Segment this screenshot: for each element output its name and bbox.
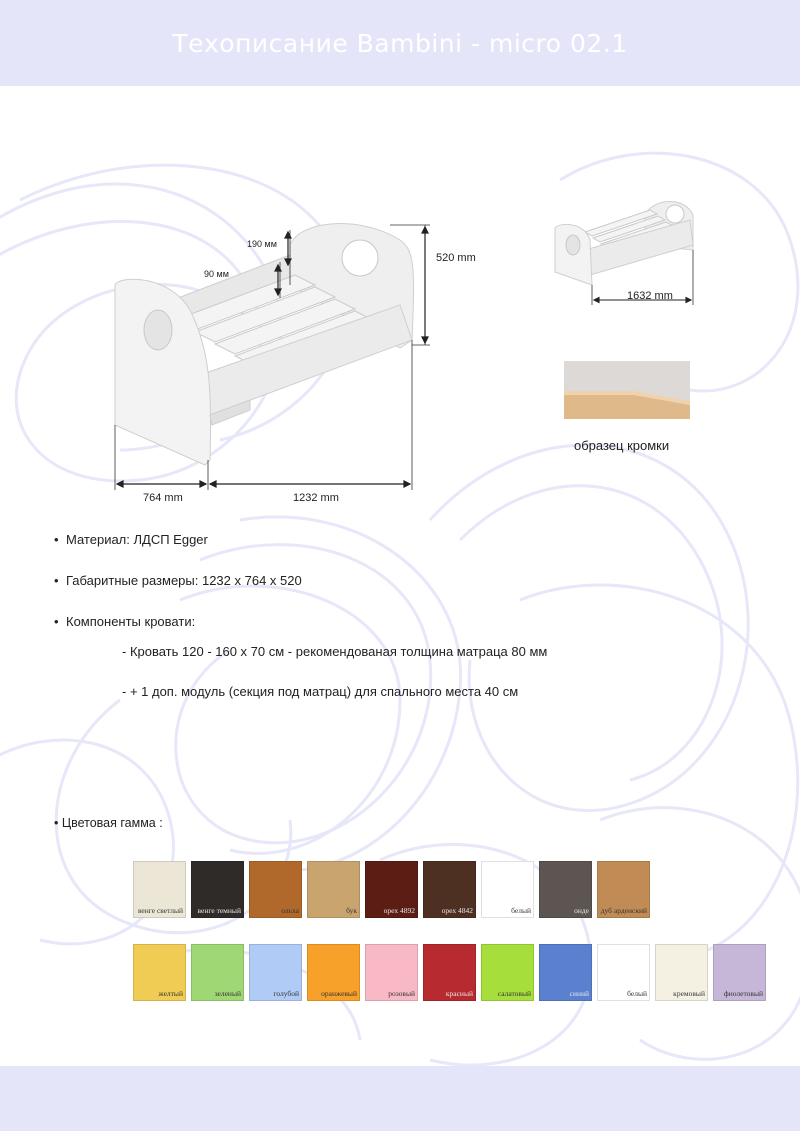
- swatch-label: салатовый: [497, 989, 531, 998]
- swatch-color[interactable]: [713, 944, 766, 1001]
- spec-components: • Компоненты кровати:: [54, 614, 196, 629]
- swatch-wood[interactable]: [249, 861, 302, 918]
- swatch-wood[interactable]: [133, 861, 186, 918]
- swatch-label: зеленый: [214, 989, 241, 998]
- swatch-color[interactable]: [597, 944, 650, 1001]
- swatch-color[interactable]: [655, 944, 708, 1001]
- swatch-label: онде: [574, 906, 589, 915]
- page-title: Техописание Bambini - micro 02.1: [172, 28, 628, 58]
- bed-extended-drawing: [545, 190, 715, 315]
- dim-total-height: 520 mm: [436, 252, 476, 264]
- swatch-wood[interactable]: [365, 861, 418, 918]
- swatch-color[interactable]: [481, 944, 534, 1001]
- swatch-color[interactable]: [133, 944, 186, 1001]
- spec-material-text: Материал: ЛДСП Egger: [66, 532, 208, 547]
- swatch-label: бук: [346, 906, 357, 915]
- spec-component-1: - Кровать 120 - 160 x 70 см - рекомендованая толщина матраца 80 мм: [122, 644, 548, 659]
- swatch-label: белый: [511, 906, 531, 915]
- dim-length: 1232 mm: [293, 492, 339, 504]
- swatch-label: дуб арденский: [600, 906, 647, 915]
- footer-band: [0, 1066, 800, 1131]
- spec-dimensions: • Габаритные размеры: 1232 x 764 x 520: [54, 573, 302, 588]
- dim-extended-length: 1632 mm: [627, 290, 673, 302]
- spec-components-title: Компоненты кровати:: [66, 614, 196, 629]
- swatch-wood[interactable]: [191, 861, 244, 918]
- swatch-label: белый: [627, 989, 647, 998]
- spec-dimensions-text: Габаритные размеры: 1232 x 764 x 520: [66, 573, 302, 588]
- swatch-color[interactable]: [249, 944, 302, 1001]
- dim-side-height: 90 мм: [204, 269, 229, 279]
- swatch-wood[interactable]: [307, 861, 360, 918]
- edge-sample-image: [564, 361, 690, 419]
- swatch-color[interactable]: [307, 944, 360, 1001]
- swatch-label: ольха: [281, 906, 299, 915]
- swatch-color[interactable]: [539, 944, 592, 1001]
- swatch-label: розовый: [388, 989, 415, 998]
- dim-head-height: 190 мм: [247, 239, 277, 249]
- swatch-label: фиолетовый: [723, 989, 763, 998]
- swatch-label: венге светлый: [137, 906, 183, 915]
- swatch-label: кремовый: [673, 989, 705, 998]
- spec-component-2: - + 1 доп. модуль (секция под матрац) для спального места 40 см: [122, 684, 519, 699]
- edge-sample-caption: образец кромки: [574, 438, 670, 453]
- swatch-color[interactable]: [365, 944, 418, 1001]
- swatch-wood[interactable]: [481, 861, 534, 918]
- swatch-wood[interactable]: [423, 861, 476, 918]
- swatch-label: голубой: [273, 989, 299, 998]
- bed-main-drawing: [100, 210, 500, 510]
- dim-width: 764 mm: [143, 492, 183, 504]
- swatch-label: венге темный: [197, 906, 241, 915]
- swatch-label: оранжевый: [321, 989, 357, 998]
- palette-title: • Цветовая гамма :: [54, 816, 163, 830]
- swatch-label: синий: [569, 989, 589, 998]
- swatch-wood[interactable]: [597, 861, 650, 918]
- swatch-label: орех 4842: [441, 906, 473, 915]
- header-band: [0, 0, 800, 86]
- swatch-label: орех 4892: [383, 906, 415, 915]
- swatch-color[interactable]: [191, 944, 244, 1001]
- spec-material: • Материал: ЛДСП Egger: [54, 532, 208, 547]
- swatch-label: желтый: [158, 989, 183, 998]
- swatch-wood[interactable]: [539, 861, 592, 918]
- swatch-color[interactable]: [423, 944, 476, 1001]
- swatch-label: красный: [445, 989, 473, 998]
